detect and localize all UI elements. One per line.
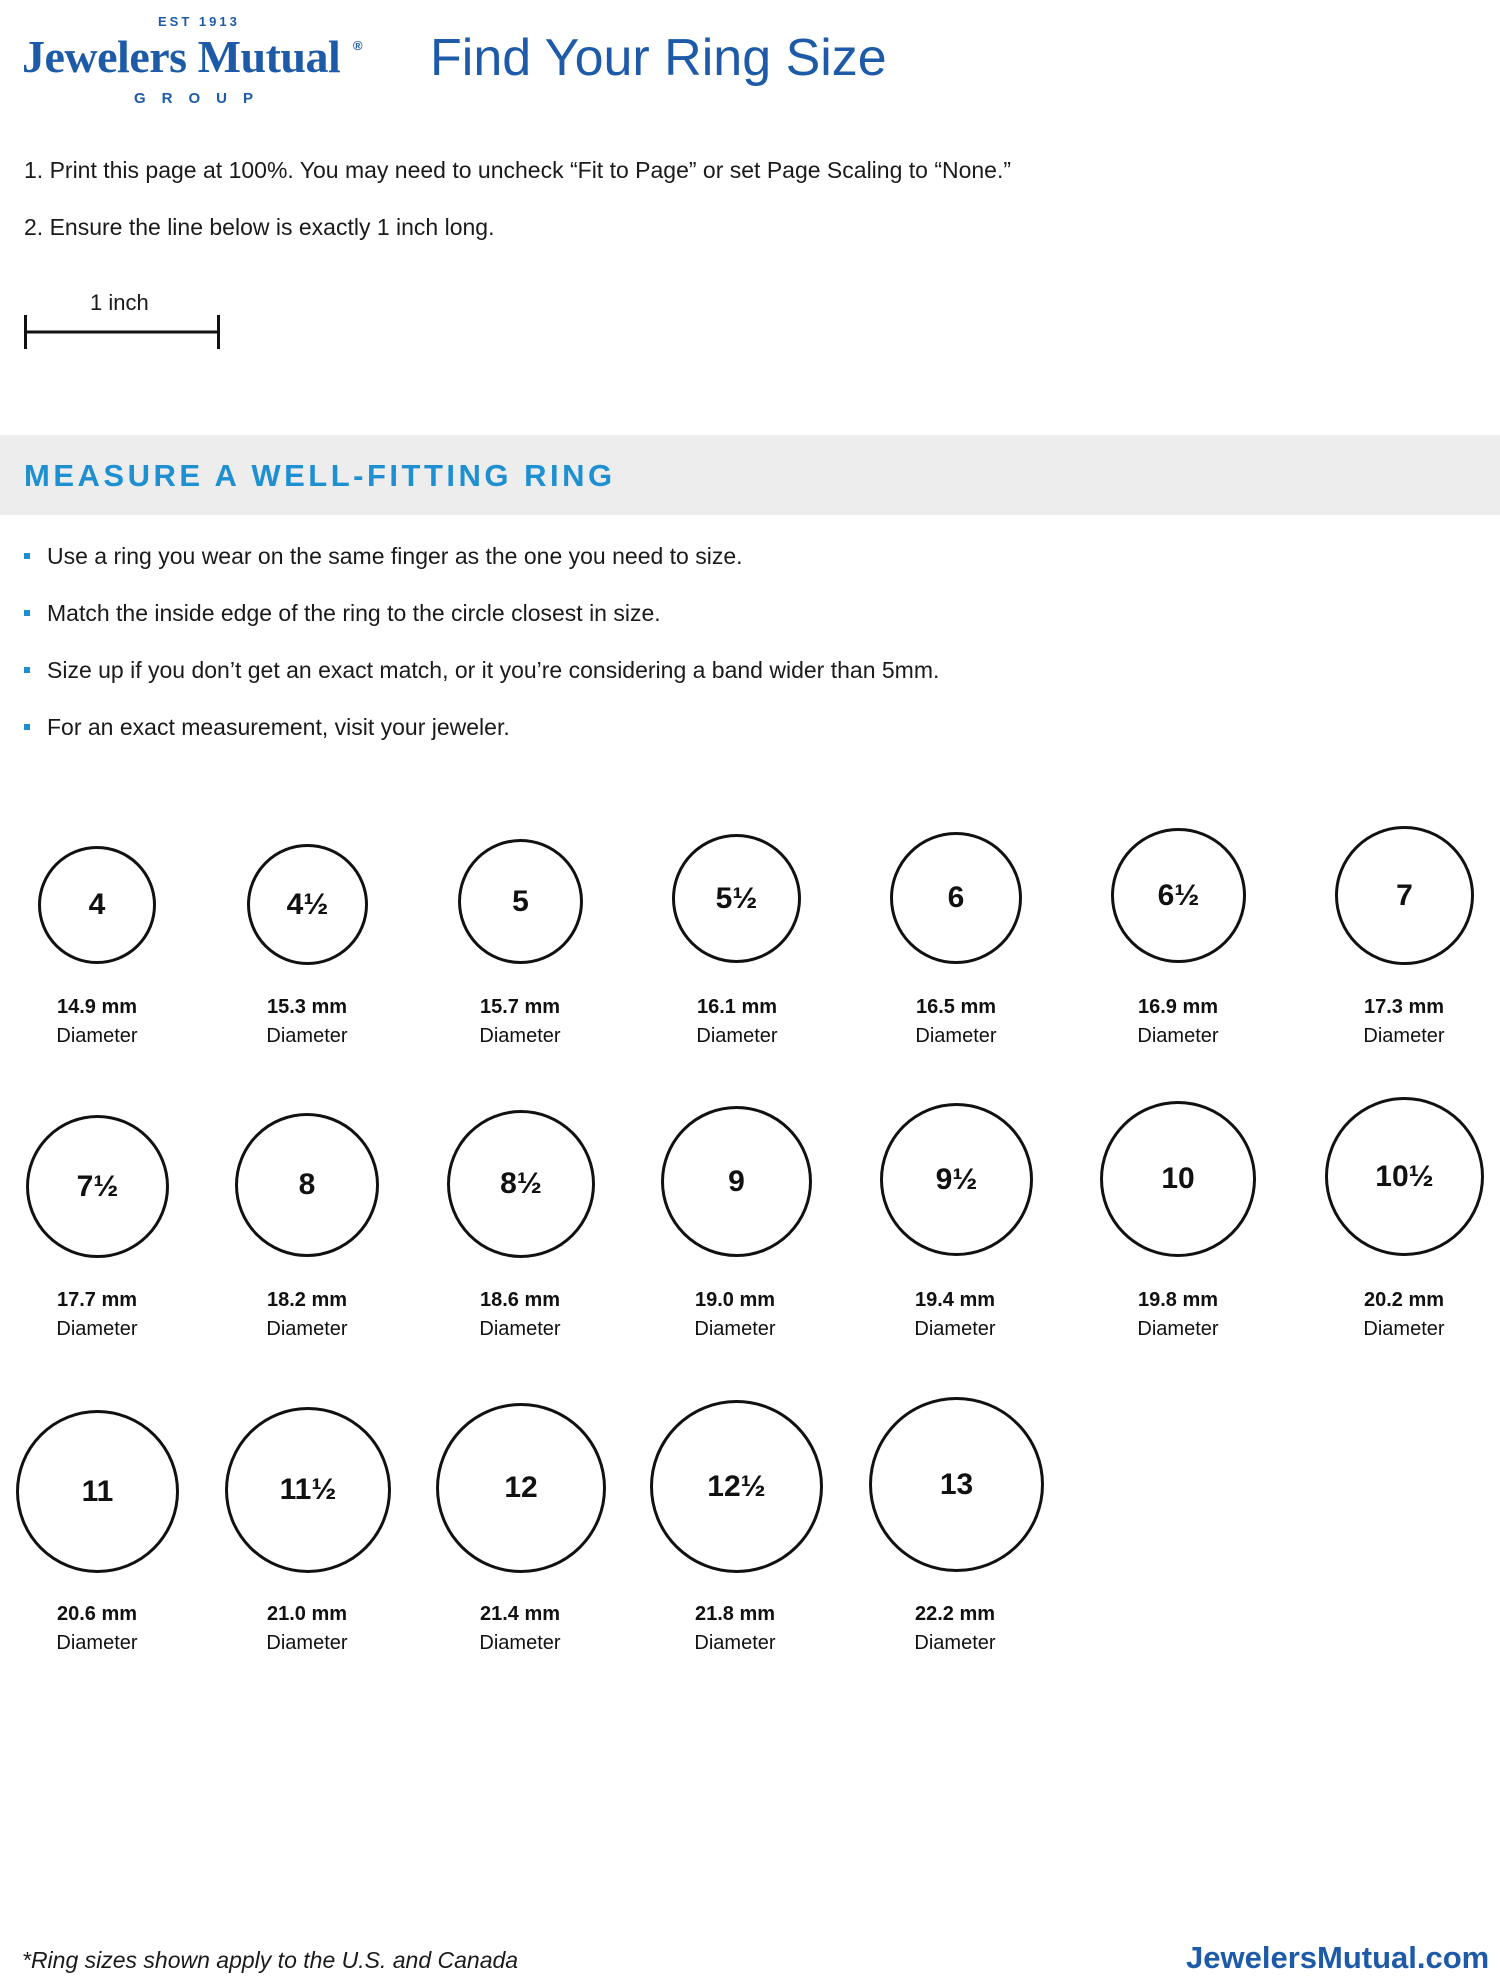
ring-size-label: 6: [947, 881, 965, 914]
ring-size-label: 10½: [1375, 1159, 1434, 1193]
ring-size-label: 12½: [707, 1469, 766, 1503]
ring-circle-size-8-5: [447, 1110, 595, 1258]
ring-size-label: 8½: [500, 1167, 542, 1200]
ring-size-label: 7: [1396, 878, 1413, 912]
ring-diameter-caption: Diameter: [914, 1318, 996, 1340]
ring-circle-size-11: [16, 1410, 179, 1573]
ring-circle-size-4: [38, 846, 156, 964]
website-url: JewelersMutual.com: [1186, 1940, 1490, 1975]
ring-size-label: 10: [1161, 1162, 1195, 1195]
ring-size-label: 13: [939, 1467, 974, 1501]
ring-circle-size-10-5: [1325, 1097, 1484, 1256]
ring-diameter-mm: 21.4 mm: [479, 1603, 561, 1625]
ring-circle-size-11-5: [225, 1407, 391, 1573]
footnote: *Ring sizes shown apply to the U.S. and Canada: [22, 1947, 519, 1973]
ring-size-label: 4½: [286, 887, 329, 921]
ring-size-label: 4: [88, 888, 106, 921]
ring-diameter-mm: 17.3 mm: [1363, 996, 1445, 1018]
ring-diameter-mm: 17.7 mm: [56, 1289, 138, 1311]
ring-diameter-mm: 22.2 mm: [914, 1603, 996, 1625]
ring-circle-size-6: [890, 832, 1022, 964]
ring-diameter-caption: Diameter: [266, 1632, 348, 1654]
step-ensure: 2. Ensure the line below is exactly 1 inch long.: [24, 214, 495, 240]
page-title: Find Your Ring Size: [430, 29, 887, 87]
ring-diameter-caption: Diameter: [1363, 1318, 1445, 1340]
ring-size-label: 11½: [279, 1473, 337, 1506]
ring-diameter-caption: Diameter: [696, 1025, 778, 1047]
ring-diameter-caption: Diameter: [694, 1632, 776, 1654]
ring-circle-size-9-5: [880, 1103, 1033, 1256]
ring-size-label: 6½: [1157, 878, 1200, 912]
ring-diameter-mm: 20.2 mm: [1363, 1289, 1445, 1311]
one-inch-ruler: [24, 315, 220, 349]
ring-size-label: 5½: [715, 881, 758, 915]
ring-circle-size-4-5: [247, 844, 368, 965]
bullet-text: Match the inside edge of the ring to the circle closest in size.: [47, 599, 661, 626]
ring-diameter-mm: 14.9 mm: [56, 996, 138, 1018]
ring-size-label: 12: [504, 1471, 538, 1504]
bullet-icon: [24, 667, 30, 673]
ring-circle-size-9: [661, 1106, 812, 1257]
ring-circle-size-12: [436, 1403, 606, 1573]
ring-diameter-mm: 16.5 mm: [915, 996, 997, 1018]
ring-size-label: 8: [298, 1168, 316, 1201]
ring-diameter-caption: Diameter: [56, 1025, 138, 1047]
ring-diameter-mm: 19.4 mm: [914, 1289, 996, 1311]
ruler-label: 1 inch: [90, 290, 149, 315]
ring-diameter-mm: 19.0 mm: [694, 1289, 776, 1311]
ring-diameter-mm: 18.2 mm: [266, 1289, 348, 1311]
list-item: [24, 712, 510, 742]
ring-circle-size-5: [458, 839, 583, 964]
list-item: [24, 541, 743, 571]
ring-diameter-mm: 16.9 mm: [1137, 996, 1219, 1018]
ring-circle-size-7: [1335, 826, 1474, 965]
list-item: [24, 598, 661, 628]
ring-diameter-caption: Diameter: [56, 1318, 138, 1340]
ring-circle-size-13: [869, 1397, 1044, 1572]
ring-diameter-caption: Diameter: [479, 1632, 561, 1654]
ring-diameter-caption: Diameter: [56, 1632, 138, 1654]
ring-size-label: 5: [512, 884, 529, 918]
ring-diameter-caption: Diameter: [1137, 1318, 1219, 1340]
bullet-icon: [24, 724, 30, 730]
logo-wordmark: Jewelers Mutual: [22, 31, 341, 82]
ring-diameter-caption: Diameter: [479, 1025, 561, 1047]
ring-diameter-caption: Diameter: [479, 1318, 561, 1340]
ring-size-label: 9½: [935, 1162, 978, 1196]
ring-circle-size-8: [235, 1113, 379, 1257]
ring-diameter-caption: Diameter: [914, 1632, 996, 1654]
bullet-text: For an exact measurement, visit your jeweler.: [47, 713, 510, 740]
ring-diameter-caption: Diameter: [694, 1318, 776, 1340]
ring-diameter-mm: 15.7 mm: [479, 996, 561, 1018]
ring-diameter-mm: 18.6 mm: [479, 1289, 561, 1311]
logo-group: GROUP: [134, 90, 270, 107]
ring-diameter-mm: 15.3 mm: [266, 996, 348, 1018]
section-title: MEASURE A WELL-FITTING RING: [24, 458, 616, 493]
ring-circle-size-12-5: [650, 1400, 823, 1573]
ring-size-label: 7½: [76, 1169, 119, 1203]
bullet-text: Size up if you don’t get an exact match, or it you’re considering a band wider than 5mm.: [47, 656, 940, 683]
ring-size-label: 9: [728, 1164, 745, 1198]
ring-circle-size-10: [1100, 1101, 1256, 1257]
registered-mark: ®: [353, 38, 363, 53]
logo-est: EST 1913: [158, 14, 240, 29]
step-print: 1. Print this page at 100%. You may need to uncheck “Fit to Page” or set Page Scaling to “None.”: [24, 157, 1012, 183]
ring-diameter-caption: Diameter: [1137, 1025, 1219, 1047]
bullet-icon: [24, 553, 30, 559]
ring-size-label: 11: [81, 1474, 114, 1508]
ring-diameter-caption: Diameter: [915, 1025, 997, 1047]
ring-diameter-mm: 21.8 mm: [694, 1603, 776, 1625]
ring-diameter-caption: Diameter: [266, 1318, 348, 1340]
bullet-text: Use a ring you wear on the same finger as the one you need to size.: [47, 542, 743, 569]
ring-circle-size-5-5: [672, 834, 801, 963]
ring-diameter-caption: Diameter: [266, 1025, 348, 1047]
ring-diameter-mm: 20.6 mm: [56, 1603, 138, 1625]
ring-diameter-caption: Diameter: [1363, 1025, 1445, 1047]
ring-diameter-mm: 19.8 mm: [1137, 1289, 1219, 1311]
ring-circle-size-6-5: [1111, 828, 1246, 963]
bullet-icon: [24, 610, 30, 616]
ring-circle-size-7-5: [26, 1115, 169, 1258]
ring-diameter-mm: 16.1 mm: [696, 996, 778, 1018]
ring-diameter-mm: 21.0 mm: [266, 1603, 348, 1625]
list-item: [24, 655, 939, 685]
